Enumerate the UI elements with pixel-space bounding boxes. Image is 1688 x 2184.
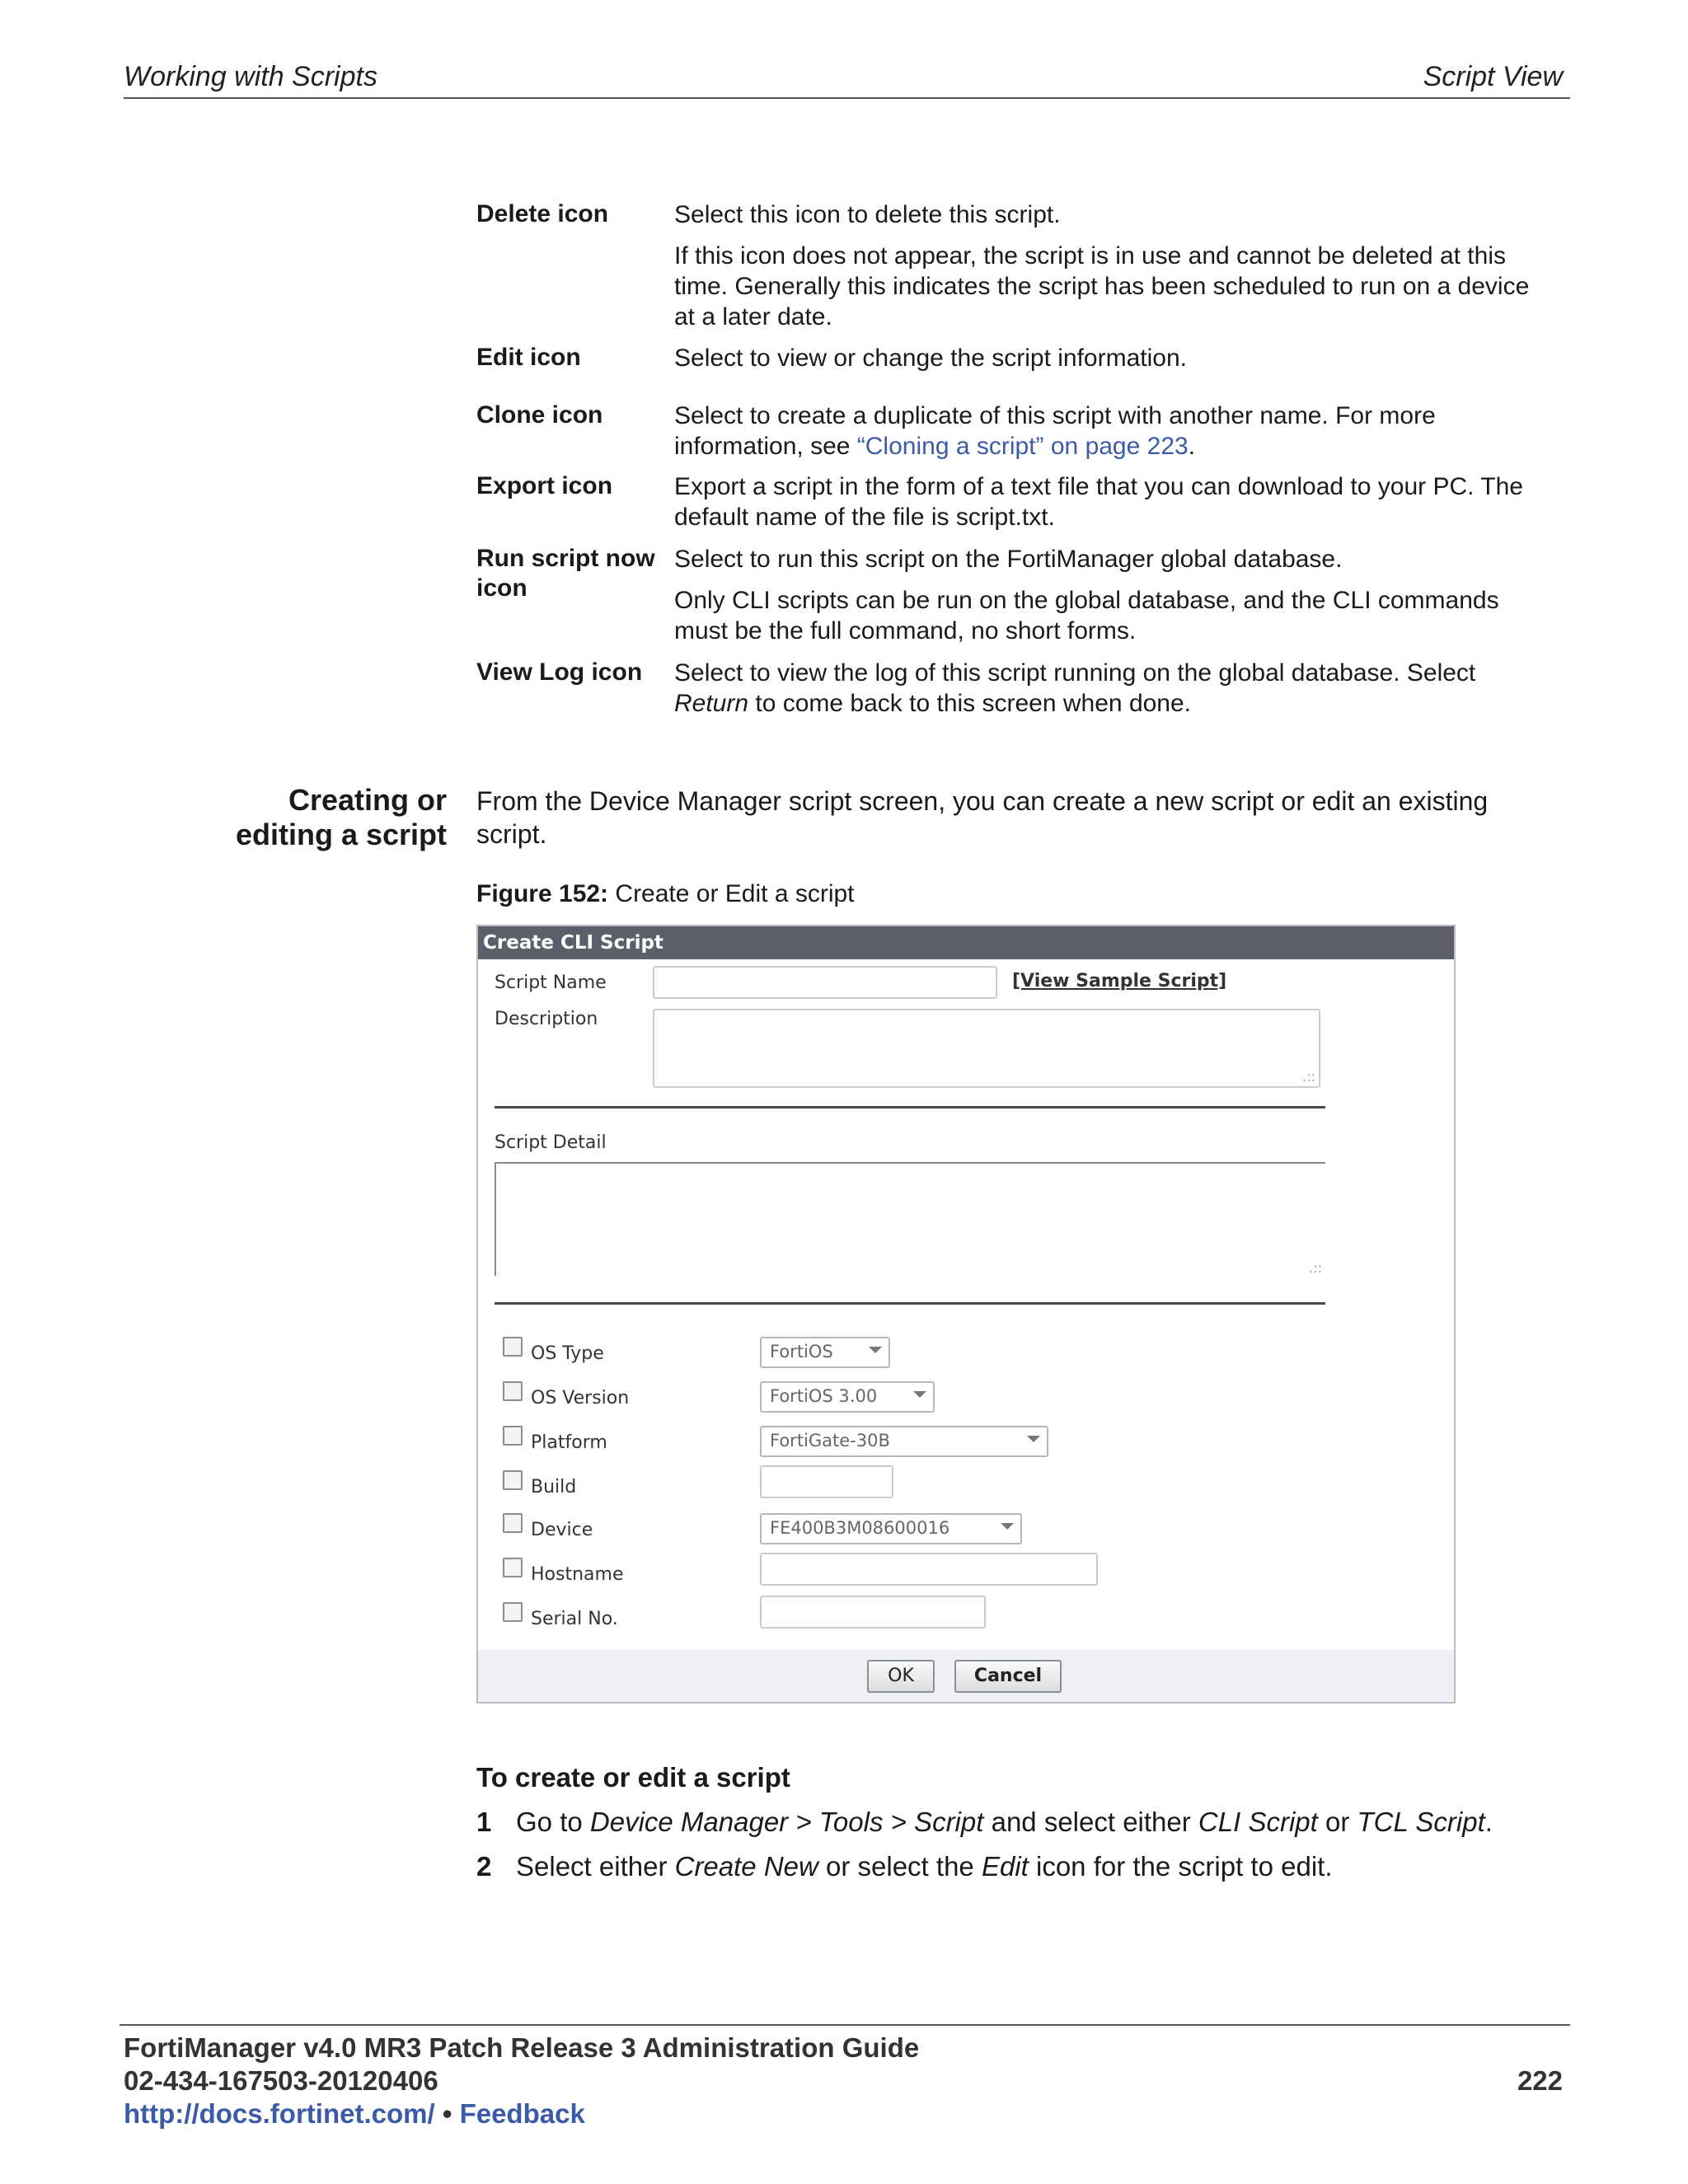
resize-grip-icon[interactable]: .::: [1309, 1260, 1322, 1276]
def-delete-1: Select this icon to delete this script.: [674, 201, 1061, 228]
os-type-label: OS Type: [531, 1343, 604, 1364]
resize-grip-icon[interactable]: .::: [1302, 1069, 1315, 1085]
device-label: Device: [531, 1520, 593, 1540]
running-header-right: Script View: [1423, 61, 1563, 92]
step-1-text: Go to Device Manager > Tools > Script and select either CLI Script or TCL Script.: [516, 1807, 1493, 1837]
script-detail-textarea[interactable]: [495, 1164, 1325, 1276]
serial-no-label: Serial No.: [531, 1609, 618, 1629]
def-edit: Select to view or change the script information.: [674, 344, 1187, 372]
feedback-link[interactable]: Feedback: [459, 2098, 585, 2129]
os-version-checkbox[interactable]: [503, 1381, 523, 1401]
build-checkbox[interactable]: [503, 1470, 523, 1490]
os-type-checkbox[interactable]: [503, 1337, 523, 1357]
cancel-button[interactable]: Cancel: [954, 1660, 1062, 1693]
platform-select[interactable]: FortiGate-30B: [760, 1426, 1048, 1457]
divider-top: [495, 1106, 1325, 1108]
platform-label: Platform: [531, 1432, 607, 1453]
os-version-label: OS Version: [531, 1388, 630, 1408]
section-heading: Creating or editing a script: [235, 783, 447, 851]
def-export: Export a script in the form of a text file that you can download to your PC. The default name of the file is script.txt.: [674, 473, 1523, 531]
ok-button[interactable]: OK: [867, 1660, 935, 1693]
footer-links: http://docs.fortinet.com/ • Feedback: [124, 2098, 585, 2129]
page-number: 222: [1517, 2065, 1563, 2096]
build-input[interactable]: [760, 1465, 893, 1498]
chevron-down-icon: [869, 1347, 882, 1353]
panel-title: Create CLI Script: [478, 926, 1454, 959]
serial-no-input[interactable]: [760, 1596, 986, 1629]
term-delete-icon: Delete icon: [476, 200, 609, 227]
step-1-number: 1: [476, 1807, 492, 1837]
device-select[interactable]: FE400B3M08600016: [760, 1513, 1022, 1544]
procedure-heading: To create or edit a script: [476, 1762, 790, 1793]
docs-link[interactable]: http://docs.fortinet.com/: [124, 2098, 435, 2129]
hostname-input[interactable]: [760, 1553, 1098, 1586]
term-edit-icon: Edit icon: [476, 344, 581, 371]
header-rule: [124, 97, 1570, 99]
script-name-input[interactable]: [653, 966, 997, 999]
footer-doc-id: 02-434-167503-20120406: [124, 2065, 438, 2096]
platform-checkbox[interactable]: [503, 1426, 523, 1446]
def-delete-2: If this icon does not appear, the script is in use and cannot be deleted at this time. Generally this indicates the script has been scheduled to run on a device at a later date.: [674, 242, 1530, 330]
os-version-select[interactable]: FortiOS 3.00: [760, 1381, 935, 1413]
footer-rule: [120, 2024, 1570, 2026]
build-label: Build: [531, 1477, 577, 1497]
cloning-link[interactable]: “Cloning a script” on page 223: [856, 433, 1189, 460]
chevron-down-icon: [1027, 1436, 1040, 1442]
step-2-text: Select either Create New or select the Edit icon for the script to edit.: [516, 1851, 1333, 1882]
section-intro: From the Device Manager script screen, you can create a new script or edit an existing script.: [476, 786, 1489, 849]
term-clone-icon: Clone icon: [476, 401, 603, 429]
step-2-number: 2: [476, 1851, 492, 1882]
chevron-down-icon: [913, 1391, 926, 1398]
chevron-down-icon: [1001, 1523, 1014, 1530]
hostname-checkbox[interactable]: [503, 1558, 523, 1577]
term-view-log-icon: View Log icon: [476, 658, 643, 686]
hostname-label: Hostname: [531, 1564, 624, 1585]
running-header-left: Working with Scripts: [124, 61, 377, 92]
device-checkbox[interactable]: [503, 1513, 523, 1533]
description-textarea[interactable]: [653, 1009, 1320, 1088]
description-label: Description: [495, 1009, 598, 1029]
script-name-label: Script Name: [495, 972, 607, 993]
footer-guide-title: FortiManager v4.0 MR3 Patch Release 3 Administration Guide: [124, 2032, 920, 2063]
os-type-select[interactable]: FortiOS: [760, 1337, 890, 1368]
term-run-script-now-icon: Run script now icon: [476, 545, 655, 602]
def-view-log: Select to view the log of this script running on the global database. Select Return to come back to this screen when done.: [674, 659, 1476, 717]
def-run-1: Select to run this script on the FortiManager global database.: [674, 546, 1343, 573]
term-export-icon: Export icon: [476, 472, 613, 499]
view-sample-script-link[interactable]: [View Sample Script]: [1012, 971, 1227, 991]
serial-no-checkbox[interactable]: [503, 1602, 523, 1622]
create-cli-script-panel: [476, 925, 1456, 1704]
script-detail-label: Script Detail: [495, 1132, 607, 1153]
divider-bottom: [495, 1302, 1325, 1305]
def-clone: Select to create a duplicate of this script with another name. For more information, see “Cloning a script” on page 223.: [674, 402, 1436, 460]
def-run-2: Only CLI scripts can be run on the global database, and the CLI commands must be the full command, no short forms.: [674, 587, 1499, 644]
figure-caption: Figure 152: Create or Edit a script: [476, 880, 855, 907]
